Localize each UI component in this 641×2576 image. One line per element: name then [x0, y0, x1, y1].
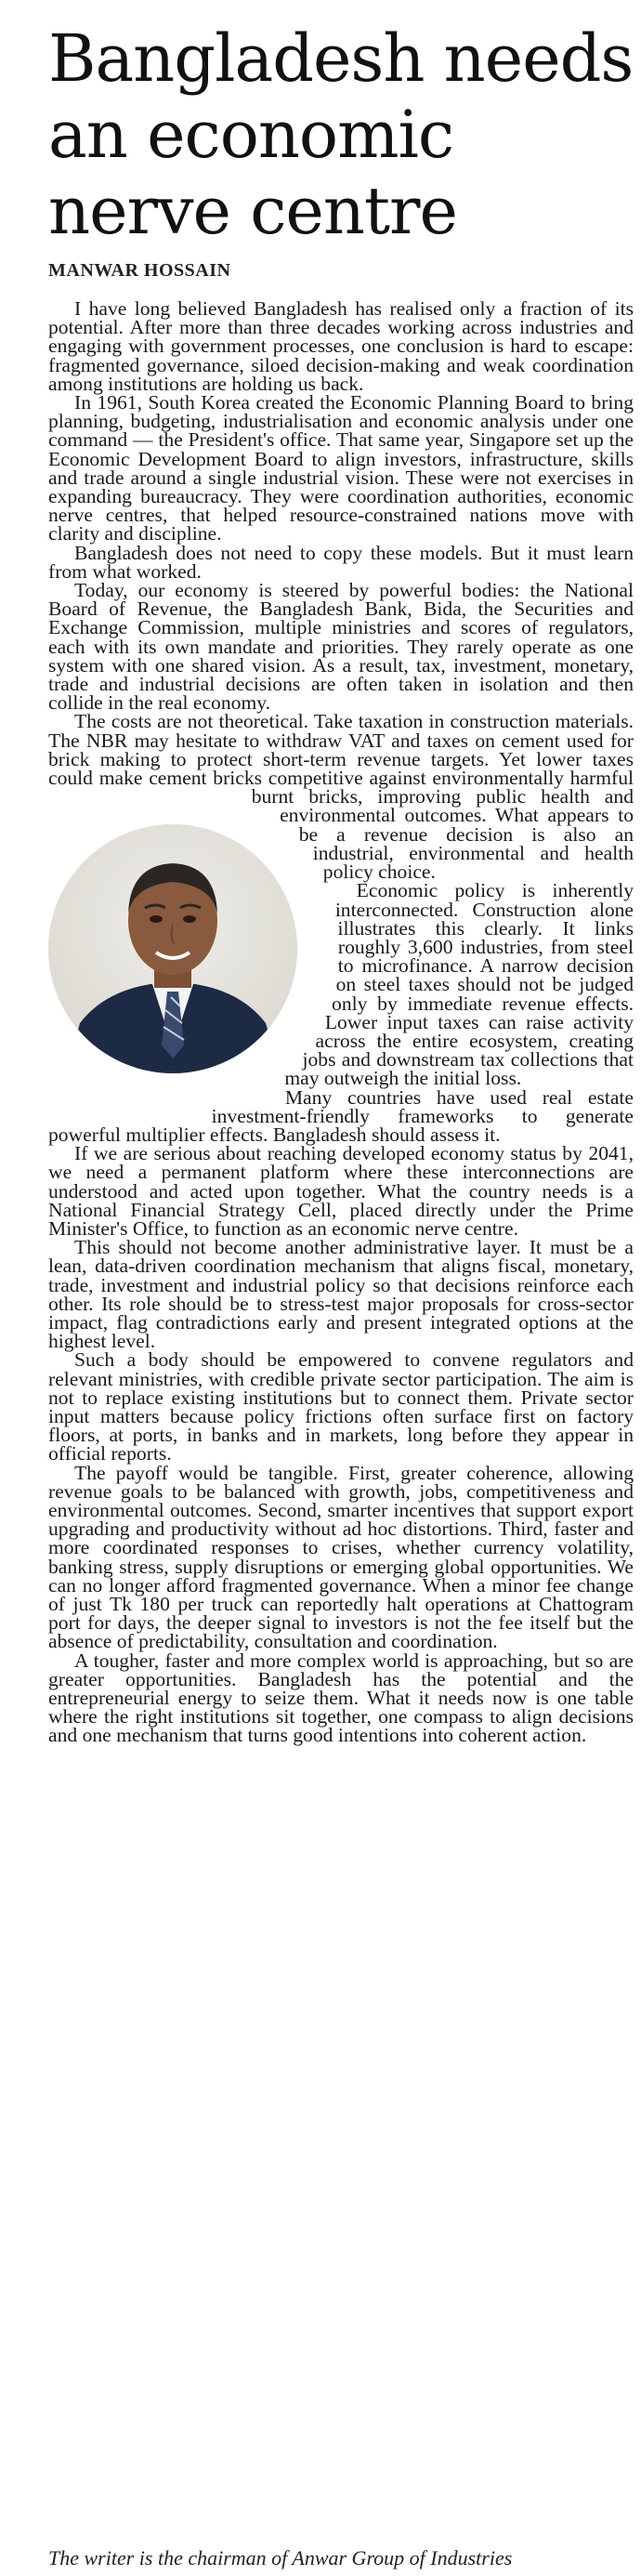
article-body	[48, 299, 634, 1745]
author-caption: The writer is the chairman of Anwar Group of Industries	[48, 2546, 513, 2569]
headline-line: nerve centre	[48, 173, 457, 249]
paragraph: The payoff would be tangible. First, greater coherence, allowing revenue goals to be balanced with growth, jobs, competitiveness and environmental outcomes. Second, smarter incentives that support export upgrading and productivity without ad hoc distortions. Third, faster and more coordinated responses to crises, whether currency volatility, banking stress, supply disruptions or emerging global opportunities. We can no longer afford fragmented governance. When a minor fee change of just Tk 180 per truck can reportedly halt operations at Chattogram port for days, the deeper signal to investors is not the fee itself but the absence of predictability, consultation and coordination.	[48, 1461, 634, 1653]
paragraph: Economic policy is inherently interconnected. Construction alone illustrates this clearly. It links roughly 3,600 industries, from steel to microfinance. A narrow decision on steel taxes should not be judged only by immediate revenue effects. Lower input taxes can raise activity across the entire ecosystem, creating jobs and downstream tax collections that may outweigh the initial loss.	[284, 879, 634, 1090]
headline	[48, 20, 634, 249]
headline-line: Bangladesh needs	[48, 20, 634, 97]
paragraph: Many countries have used real estate investment-friendly frameworks to generate powerful multiplier effects. Bangladesh should assess it.	[48, 1085, 634, 1146]
paragraph: This should not become another administrative layer. It must be a lean, data-driven coordination mechanism that aligns fiscal, monetary, trade, investment and industrial policy so that decisions reinforce each other. Its role should be to stress-test major proposals for cross-sector impact, flag contradictions early and present integrated options at the highest level.	[48, 1236, 634, 1353]
paragraph: Bangladesh does not need to copy these models. But it must learn from what worked.	[48, 541, 634, 583]
paragraph: Today, our economy is steered by powerful bodies: the National Board of Revenue, the Bangladesh Bank, Bida, the Securities and Exchange Commission, multiple ministries and scores of regulators, each with its own mandate and priorities. They rarely operate as one system with one shared vision. As a result, tax, investment, monetary, trade and industrial decisions are often taken in isolation and then collide in the real economy.	[48, 579, 634, 715]
paragraph: In 1961, South Korea created the Economic Planning Board to bring planning, budgeting, industrialisation and economic analysis under one command — the President's office. That same year, Singapore set up the Economic Development Board to align investors, infrastructure, skills and trade around a single industrial vision. These were not exercises in expanding bureaucracy. They were coordination authorities, economic nerve centres, that helped resource-constrained nations move with clarity and discipline.	[48, 391, 634, 545]
paragraph: The costs are not theoretical. Take taxation in construction materials. The NBR may hesitate to withdraw VAT and taxes on cement used for brick making to protect short-term revenue targets. Yet lower taxes could make cement bricks competitive against environmentally harmful burnt bricks, improving public health and environmental outcomes. What appears to be a revenue decision is also an industrial, environmental and health policy choice.	[48, 712, 634, 881]
paragraph: I have long believed Bangladesh has realised only a fraction of its potential. After more than three decades working across industries and engaging with government processes, one conclusion is hard to escape: fragmented governance, siloed decision-making and weak coordination among institutions are holding us back.	[48, 297, 634, 395]
paragraph: Such a body should be empowered to convene regulators and relevant ministries, with credible private sector participation. The aim is not to replace existing institutions but to connect them. Private sector input matters because policy frictions often surface first on factory floors, at ports, in banks and in markets, long before they appear in official reports.	[48, 1348, 634, 1465]
byline: MANWAR HOSSAIN	[48, 260, 231, 281]
paragraph: If we are serious about reaching developed economy status by 2041, we need a permanent platform where these interconnections are understood and acted upon together. What the country needs is a National Financial Strategy Cell, placed directly under the Prime Minister's Office, to function as an economic nerve centre.	[48, 1142, 634, 1240]
headline-line: an economic	[48, 97, 454, 173]
paragraph: A tougher, faster and more complex world is approaching, but so are greater opportunities. Bangladesh has the potential and the entrepreneurial energy to seize them. What it needs now is one table where the right institutions sit together, one compass to align decisions and one mechanism that turns good intentions into coherent action.	[48, 1649, 634, 1747]
